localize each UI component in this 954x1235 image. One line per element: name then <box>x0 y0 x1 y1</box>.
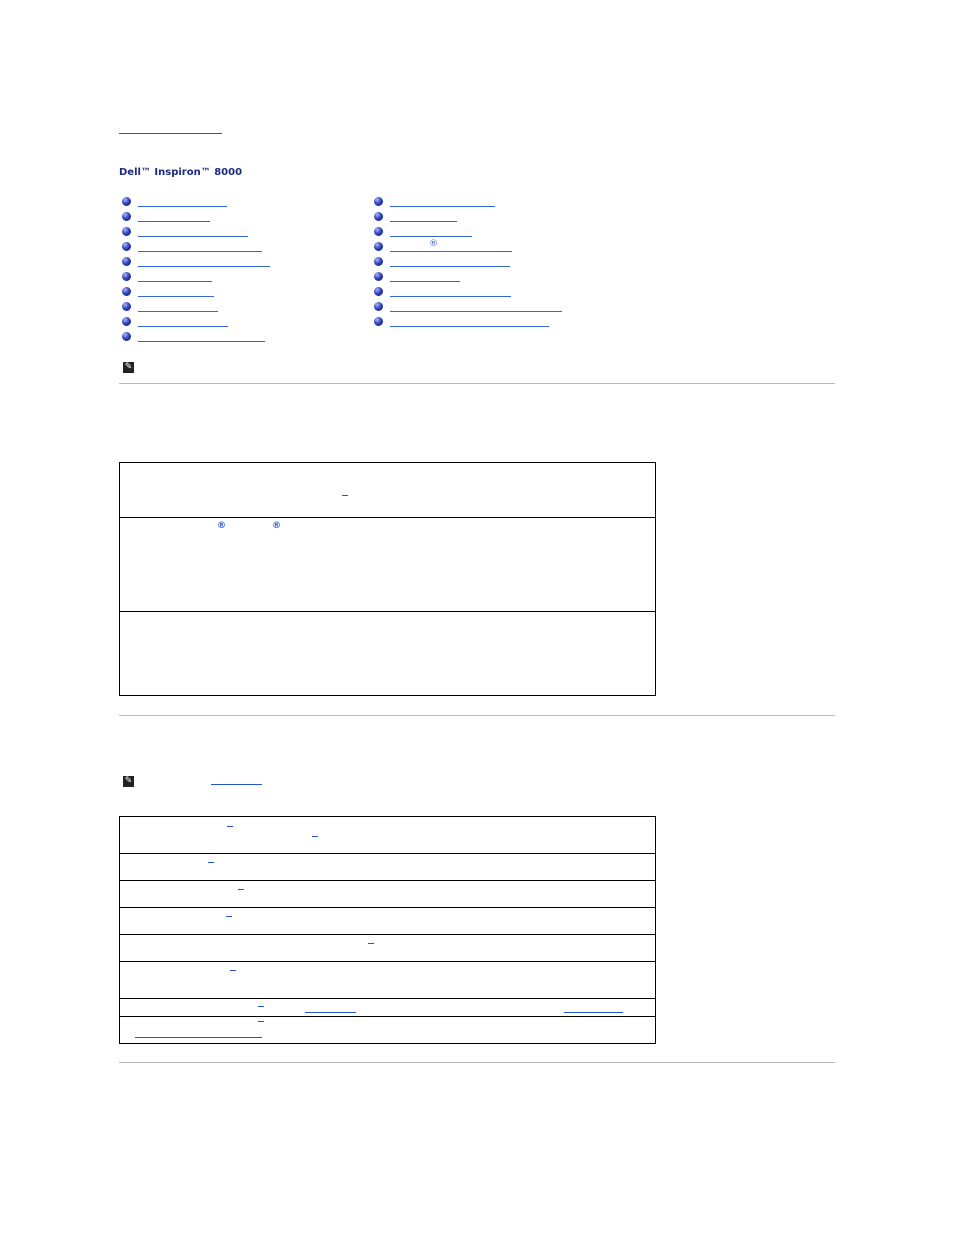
note-pencil-icon: ✎ <box>124 776 133 786</box>
toc-link[interactable] <box>122 286 232 298</box>
toc-link[interactable] <box>122 316 232 328</box>
section-divider <box>119 715 835 716</box>
toc-link[interactable] <box>374 256 524 268</box>
bullet-icon <box>122 317 131 326</box>
note-link[interactable] <box>211 784 262 785</box>
bullet-icon <box>374 287 383 296</box>
bullet-icon <box>122 287 131 296</box>
bullet-icon <box>374 302 383 311</box>
toc-link[interactable] <box>374 271 484 283</box>
table-row <box>120 854 656 881</box>
table-row <box>120 881 656 908</box>
bullet-icon <box>374 212 383 221</box>
bullet-icon <box>122 197 131 206</box>
bullet-icon <box>122 302 131 311</box>
bullet-icon <box>122 242 131 251</box>
cross-reference-link[interactable] <box>564 1012 623 1013</box>
toc-link[interactable] <box>374 196 504 208</box>
registered-mark: ® <box>429 239 438 249</box>
registered-mark: ® <box>217 521 226 531</box>
table-row <box>120 612 656 696</box>
bullet-icon <box>122 332 131 341</box>
table-row <box>120 1017 656 1044</box>
table-row <box>120 518 656 612</box>
bullet-icon <box>374 197 383 206</box>
footnote-link[interactable] <box>230 970 236 971</box>
toc-link[interactable] <box>122 241 272 253</box>
table-row <box>120 463 656 518</box>
toc-link[interactable] <box>122 226 252 238</box>
table-row <box>120 908 656 935</box>
toc-link[interactable] <box>374 316 564 328</box>
bullet-icon <box>122 272 131 281</box>
note-pencil-icon: ✎ <box>124 362 133 372</box>
toc-link[interactable] <box>122 196 232 208</box>
table-row <box>120 935 656 962</box>
bullet-icon <box>122 257 131 266</box>
footnote-link[interactable] <box>368 943 374 944</box>
table-row <box>120 999 656 1017</box>
bullet-icon <box>374 242 383 251</box>
cross-reference-link[interactable] <box>135 1037 262 1038</box>
specifications-table-1 <box>119 462 656 696</box>
footnote-link[interactable] <box>226 916 232 917</box>
footnote-link[interactable] <box>342 495 348 496</box>
footnote-link[interactable] <box>258 1021 264 1022</box>
footnote-link[interactable] <box>227 826 233 827</box>
footnote-link[interactable] <box>258 1006 264 1007</box>
specifications-table-2 <box>119 816 656 1044</box>
table-row <box>120 817 656 854</box>
page-title: Dell™ Inspiron™ 8000 <box>119 167 243 178</box>
bullet-icon <box>374 257 383 266</box>
bullet-icon <box>122 227 131 236</box>
toc-link[interactable] <box>122 271 232 283</box>
toc-link[interactable] <box>122 331 272 343</box>
footnote-link[interactable] <box>208 862 214 863</box>
toc-link[interactable] <box>374 286 524 298</box>
table-row <box>120 962 656 999</box>
toc-link[interactable] <box>122 256 272 268</box>
section-divider <box>119 383 835 384</box>
section-divider <box>119 1062 835 1063</box>
bullet-icon <box>374 227 383 236</box>
toc-link[interactable] <box>374 301 574 313</box>
footnote-link[interactable] <box>238 889 244 890</box>
back-to-contents-link[interactable] <box>119 122 222 134</box>
toc-link[interactable] <box>374 226 484 238</box>
bullet-icon <box>374 272 383 281</box>
toc-link[interactable] <box>374 211 484 223</box>
registered-mark: ® <box>272 521 281 531</box>
toc-link[interactable] <box>374 241 524 253</box>
bullet-icon <box>122 212 131 221</box>
toc-link[interactable] <box>122 211 232 223</box>
bullet-icon <box>374 317 383 326</box>
footnote-link[interactable] <box>312 836 318 837</box>
cross-reference-link[interactable] <box>305 1012 356 1013</box>
toc-link[interactable] <box>122 301 232 313</box>
